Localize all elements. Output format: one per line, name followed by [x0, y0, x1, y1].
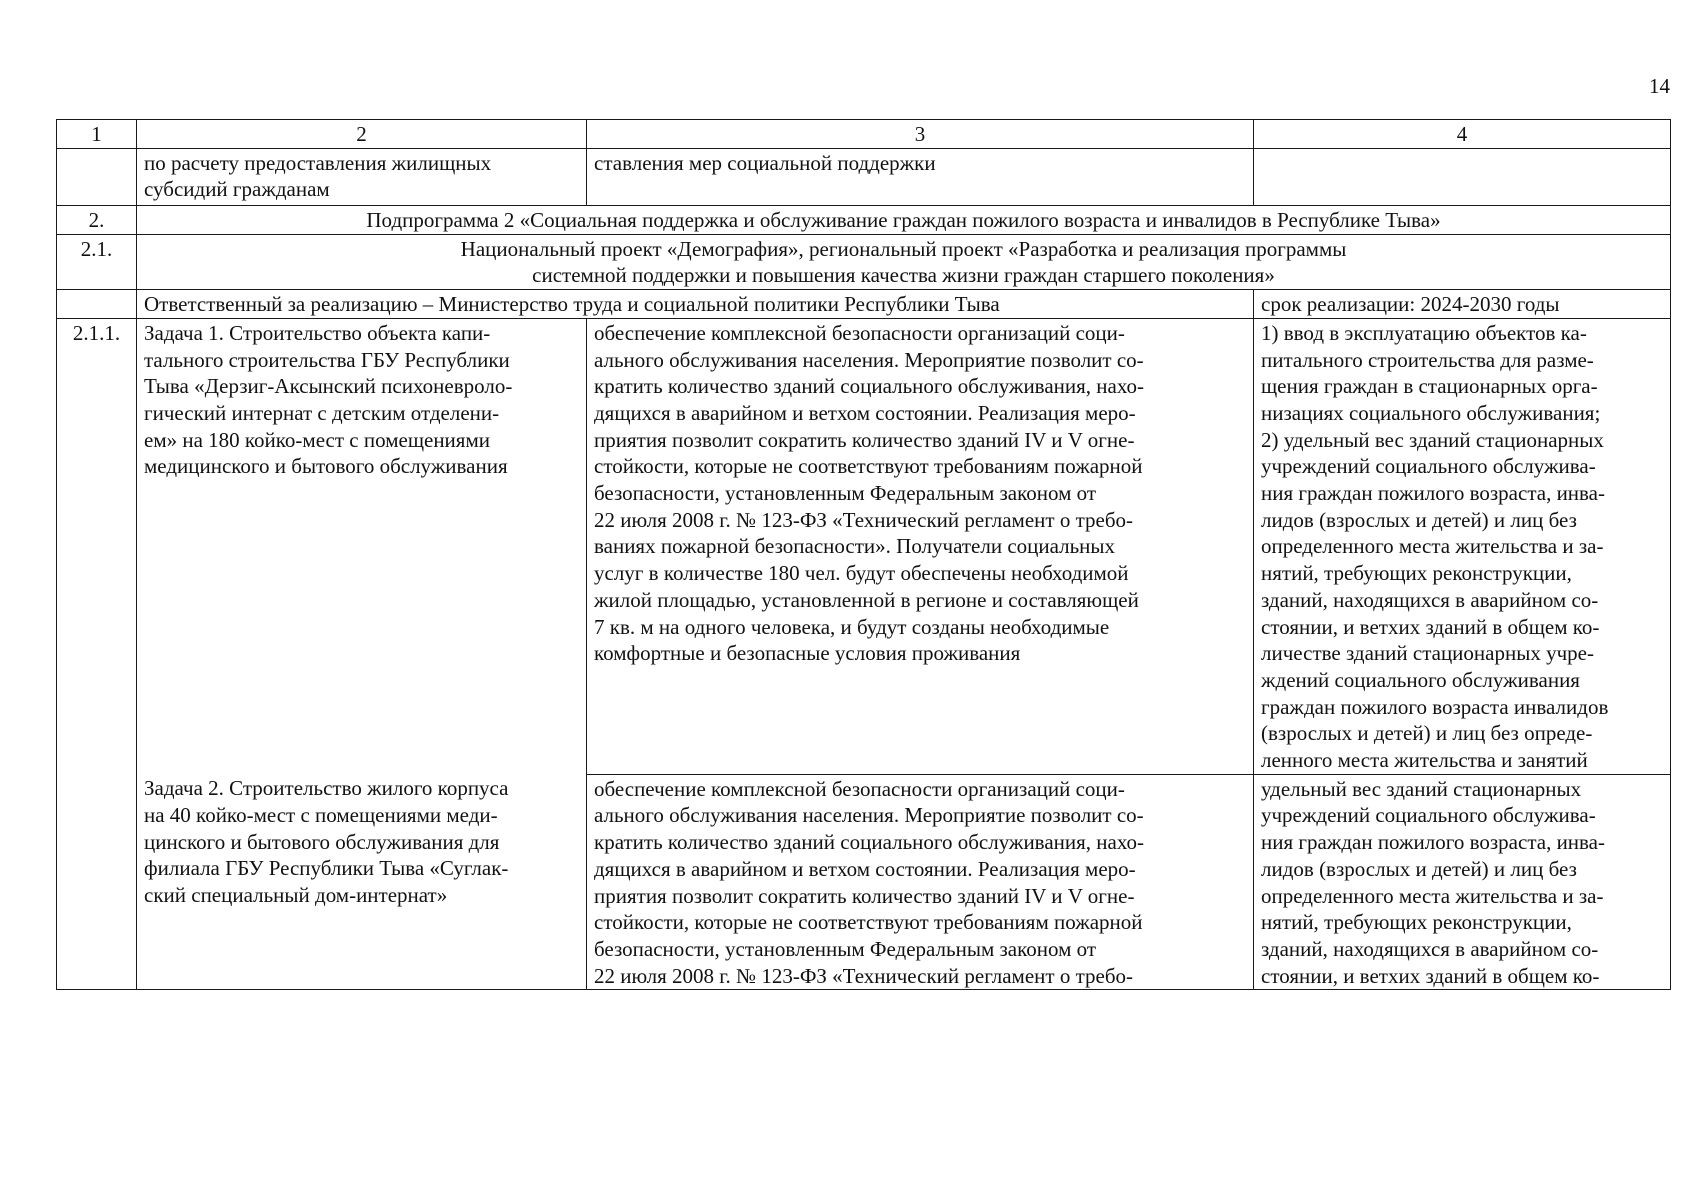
- text-line: ального обслуживания населения. Мероприятие позволит со-: [594, 347, 1144, 372]
- text-line: безопасности, установленным Федеральным законом от: [594, 481, 1097, 506]
- text-line: стойкости, которые не соответствуют требованиям пожарной: [594, 910, 1143, 935]
- measures-table: [56, 119, 1671, 990]
- text-line: личестве зданий стационарных учре-: [1261, 641, 1594, 666]
- text-line: дящихся в аварийном и ветхом состоянии. Реализация меро-: [594, 400, 1136, 425]
- text-line: стойкости, которые не соответствуют требованиям пожарной: [594, 454, 1143, 479]
- project-row: [57, 234, 1671, 289]
- indicator-cell: [1254, 774, 1671, 990]
- text-line: тального строительства ГБУ Республики: [144, 347, 510, 372]
- text-line: 22 июля 2008 г. № 123-ФЗ «Технический регламент о требо-: [594, 507, 1134, 532]
- text-line: приятия позволит сократить количество зданий IV и V огне-: [594, 883, 1135, 908]
- row-number-cell: 2.: [57, 205, 137, 234]
- text-line: Задача 1. Строительство объекта капи-: [144, 320, 491, 345]
- subprogram-title: Подпрограмма 2 «Социальная поддержка и обслуживание граждан пожилого возраста и инвалидов в Республике Тыва»: [137, 205, 1671, 234]
- text-line: жилой площадью, установленной в регионе и составляющей: [594, 587, 1139, 612]
- table-row-task-1: [57, 318, 1671, 774]
- table-row-task-2: [57, 774, 1671, 990]
- text-line: безопасности, установленным Федеральным законом от: [594, 936, 1097, 961]
- column-header-4: 4: [1254, 120, 1671, 149]
- text-line: ваниях пожарной безопасности». Получатели социальных: [594, 534, 1116, 559]
- text-line: субсидий гражданам: [144, 177, 330, 202]
- responsible-cell: Ответственный за реализацию – Министерство труда и социальной политики Республики Тыва: [137, 290, 1254, 319]
- text-line: зданий, находящихся в аварийном со-: [1261, 936, 1599, 961]
- description-cell: [587, 148, 1254, 205]
- text-line: нятий, требующих реконструкции,: [1261, 561, 1572, 586]
- text-line: питального строительства для разме-: [1261, 347, 1594, 372]
- text-line: услуг в количестве 180 чел. будут обеспечены необходимой: [594, 561, 1129, 586]
- text-line: ем» на 180 койко-мест с помещениями: [144, 427, 490, 452]
- text-line: комфортные и безопасные условия проживания: [594, 641, 1021, 666]
- text-line: стоянии, и ветхих зданий в общем ко-: [1261, 614, 1600, 639]
- text-line: ждений социального обслуживания: [1261, 667, 1580, 692]
- text-line: дящихся в аварийном и ветхом состоянии. Реализация меро-: [594, 856, 1136, 881]
- project-title: [137, 234, 1671, 289]
- text-line: учреждений социального обслужива-: [1261, 803, 1596, 828]
- text-line: удельный вес зданий стационарных: [1261, 776, 1582, 801]
- column-header-2: 2: [137, 120, 587, 149]
- text-line: граждан пожилого возраста инвалидов: [1261, 694, 1609, 719]
- text-line: ставления мер социальной поддержки: [594, 150, 936, 175]
- row-number-cell: 2.1.1.: [57, 318, 137, 774]
- text-line: 7 кв. м на одного человека, и будут созданы необходимые: [594, 614, 1110, 639]
- text-line: обеспечение комплексной безопасности организаций соци-: [594, 320, 1125, 345]
- text-line: определенного места жительства и за-: [1261, 883, 1604, 908]
- text-line: нятий, требующих реконструкции,: [1261, 910, 1572, 935]
- text-line: зданий, находящихся в аварийном со-: [1261, 587, 1599, 612]
- text-line: 1) ввод в эксплуатацию объектов ка-: [1261, 320, 1587, 345]
- text-line: лидов (взрослых и детей) и лиц без: [1261, 856, 1577, 881]
- row-number-cell: [57, 774, 137, 990]
- text-line: обеспечение комплексной безопасности организаций соци-: [594, 776, 1125, 801]
- text-line: 2) удельный вес зданий стационарных: [1261, 427, 1604, 452]
- table-row-continued: [57, 148, 1671, 205]
- text-line: лидов (взрослых и детей) и лиц без: [1261, 507, 1577, 532]
- text-line: Национальный проект «Демография», региональный проект «Разработка и реализация программы: [460, 236, 1347, 261]
- text-line: учреждений социального обслужива-: [1261, 454, 1596, 479]
- row-number-cell: [57, 290, 137, 319]
- column-header-3: 3: [587, 120, 1254, 149]
- page-number: 14: [1649, 74, 1670, 98]
- text-line: ального обслуживания населения. Мероприятие позволит со-: [594, 803, 1144, 828]
- text-line: гический интернат с детским отделени-: [144, 400, 500, 425]
- text-line: кратить количество зданий социального обслуживания, нахо-: [594, 374, 1145, 399]
- text-line: стоянии, и ветхих зданий в общем ко-: [1261, 963, 1600, 988]
- text-line: определенного места жительства и за-: [1261, 534, 1604, 559]
- text-line: ния граждан пожилого возраста, инва-: [1261, 481, 1605, 506]
- text-line: низациях социального обслуживания;: [1261, 400, 1601, 425]
- deadline-cell: срок реализации: 2024-2030 годы: [1254, 290, 1671, 319]
- text-line: медицинского и бытового обслуживания: [144, 454, 508, 479]
- indicator-cell: [1254, 148, 1671, 205]
- text-line: кратить количество зданий социального обслуживания, нахо-: [594, 830, 1145, 855]
- row-number-cell: [57, 148, 137, 205]
- row-number-cell: 2.1.: [57, 234, 137, 289]
- text-line: системной поддержки и повышения качества жизни граждан старшего поколения»: [532, 263, 1275, 288]
- description-cell: [587, 318, 1254, 774]
- column-header-1: 1: [57, 120, 137, 149]
- responsible-row: [57, 290, 1671, 319]
- text-line: щения граждан в стационарных орга-: [1261, 374, 1598, 399]
- text-line: филиала ГБУ Республики Тыва «Суглак-: [144, 856, 509, 881]
- text-line: Тыва «Дерзиг-Аксынский психоневроло-: [144, 374, 513, 399]
- task-cell: [137, 774, 587, 990]
- description-cell: [587, 774, 1254, 990]
- column-number-row: [57, 120, 1671, 149]
- text-line: Задача 2. Строительство жилого корпуса: [144, 776, 509, 801]
- text-line: ленного места жительства и занятий: [1261, 748, 1588, 773]
- text-line: по расчету предоставления жилищных: [144, 150, 492, 175]
- text-line: на 40 койко-мест с помещениями меди-: [144, 802, 498, 827]
- indicator-cell: [1254, 318, 1671, 774]
- subprogram-row: [57, 205, 1671, 234]
- text-line: ния граждан пожилого возраста, инва-: [1261, 830, 1605, 855]
- text-line: (взрослых и детей) и лиц без опреде-: [1261, 721, 1593, 746]
- text-line: цинского и бытового обслуживания для: [144, 829, 500, 854]
- task-cell: [137, 318, 587, 774]
- text-line: приятия позволит сократить количество зданий IV и V огне-: [594, 427, 1135, 452]
- text-line: ский специальный дом-интернат»: [144, 883, 448, 908]
- text-line: 22 июля 2008 г. № 123-ФЗ «Технический регламент о требо-: [594, 963, 1134, 988]
- task-cell: [137, 148, 587, 205]
